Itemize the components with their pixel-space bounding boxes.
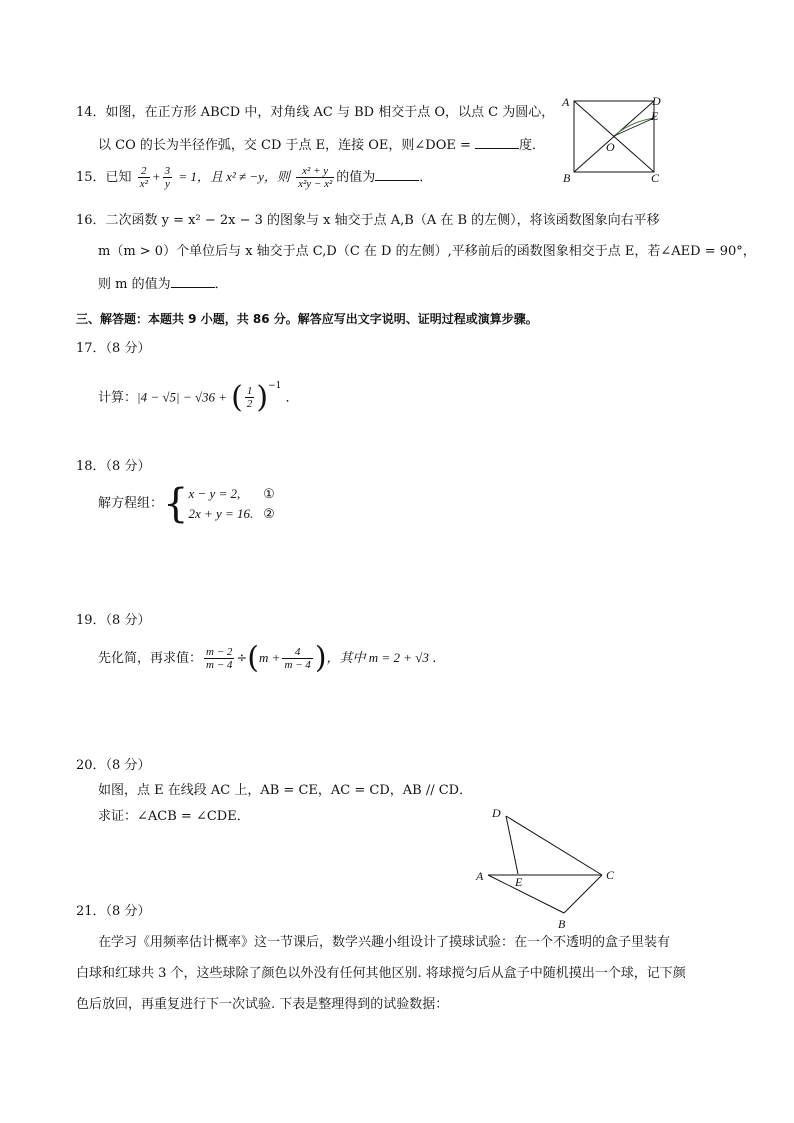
q20-number: 20．（8 分）	[76, 758, 151, 773]
q18-number: 18．（8 分）	[76, 459, 151, 474]
q19-number: 19．（8 分）	[76, 613, 151, 628]
q16-line2: m（m > 0）个单位后与 x 轴交于点 C,D（C 在 D 的左侧）,平移前后的函数图象相交于点 E，若∠AED = 90°，	[98, 244, 756, 259]
label-a: A	[476, 869, 484, 883]
section-3-heading: 三、解答题：本题共 9 小题，共 86 分。解答应写出文字说明、证明过程或演算步骤。	[76, 312, 538, 326]
q16-text-line1: 二次函数 y = x² − 2x − 3 的图象与 x 轴交于点 A,B（A 在 B 的左侧），将该函数图象向右平移	[105, 213, 660, 228]
q18-eq1-mark: ①	[263, 486, 275, 501]
q18-label: 解方程组：	[98, 496, 164, 511]
label-a: A	[562, 95, 570, 109]
label-e: E	[651, 109, 659, 123]
q15-frac-1: $\frac{2}{\text{x²}}$	[139, 165, 148, 190]
q15-number: 15．	[76, 170, 106, 185]
q19-frac-1: $\frac{m - 2}{m - 4}$	[206, 646, 233, 671]
q20-line2: 求证：∠ACB = ∠CDE．	[98, 809, 250, 824]
q15-frac-3: $\frac{\text{x² + y}}{\text{x²y − x²}}$	[298, 165, 333, 190]
label-o: O	[606, 140, 615, 154]
q21-line1: 在学习《用频率估计概率》这一节课后，数学兴趣小组设计了摸球试验：在一个不透明的盒子里装有	[98, 935, 671, 950]
q17-half: $\frac{1}{2}$	[246, 385, 253, 411]
label-d: D	[492, 806, 501, 820]
segment-de	[506, 816, 518, 874]
label-e: E	[515, 875, 523, 889]
q21-line3: 色后放回，再重复进行下一次试验. 下表是整理得到的试验数据：	[76, 997, 449, 1012]
q21-line2: 白球和红球共 3 个，这些球除了颜色以外没有任何其他区别. 将球搅匀后从盒子中随机摸出一个球，记下颜	[76, 966, 686, 981]
segment-ab	[488, 875, 564, 913]
label-c: C	[606, 868, 615, 882]
q17-expression: 计算：|4 − √5| − √36 + ( $\frac{1}{2}$ )$^{-1}$ ．	[98, 379, 299, 415]
q15-frac-2: $\frac{3}{y}$	[164, 165, 171, 190]
q17-expr: |4 − √5| − √36 +	[137, 389, 227, 405]
q19-expression: 先化简，再求值： $\frac{m - 2}{m - 4}$ ÷(m + $\frac{4}{m - 4}$ )，其中 m = 2 + √3 ．	[98, 640, 446, 676]
label-c: C	[651, 171, 660, 185]
q18-eq1: x − y = 2,	[188, 486, 241, 501]
label-b: B	[558, 917, 566, 931]
q19-frac-2: $\frac{4}{m - 4}$	[284, 646, 311, 671]
q20-line1: 如图，点 E 在线段 AC 上，AB = CE，AC = CD，AB // CD．	[98, 783, 473, 798]
q16-number: 16．	[76, 213, 106, 228]
q16-answer-blank	[171, 275, 215, 288]
q15-condition: = 1，且 x² ≠ −y，则	[178, 169, 290, 184]
q18-eq2: 2x + y = 16.	[188, 506, 254, 521]
segment-oe	[614, 118, 654, 136]
q15-pre: 已知	[105, 170, 132, 185]
q20-triangle-figure	[470, 800, 630, 935]
q18-system: 解方程组：{x − y = 2, ① 2x + y = 16. ②	[98, 481, 275, 527]
label-b: B	[563, 171, 571, 185]
q17-label: 计算：	[98, 390, 138, 406]
q17-number: 17．（8 分）	[76, 341, 151, 356]
q19-m-plus: m +	[259, 650, 281, 665]
q15-post: 的值为	[336, 170, 376, 185]
q16-line1	[76, 212, 660, 230]
q16-text-line3: 则 m 的值为	[98, 277, 171, 292]
q14-text-line1: 如图，在正方形 ABCD 中，对角线 AC 与 BD 相交于点 O，以点 C 为圆心，	[105, 105, 555, 120]
segment-dc	[506, 816, 602, 875]
q14-square-figure	[560, 92, 670, 188]
q15-answer-blank	[375, 168, 419, 181]
q18-equations	[188, 484, 274, 524]
q14-line2	[98, 136, 545, 155]
q14-unit: 度．	[519, 138, 546, 153]
q19-label: 先化简，再求值：	[98, 651, 203, 666]
q14-line1	[76, 104, 554, 122]
q21-number: 21．（8 分）	[76, 904, 151, 919]
q18-eq2-mark: ②	[263, 506, 275, 521]
q15-line: 15．已知 $\frac{2}{\text{x²}}$ + $\frac{3}{y}$ = 1，且 x² ≠ −y，则 $\frac{\text{x² + y}}{\text{x²y − x²}}$ 的值为 ．	[76, 165, 433, 190]
segment-bc	[564, 875, 602, 913]
label-d: D	[652, 94, 661, 108]
q16-line3: 则 m 的值为 ．	[98, 277, 228, 292]
q19-post: ，其中 m = 2 + √3 ．	[326, 650, 446, 665]
q14-number: 14．	[76, 105, 106, 120]
q17-exponent: −1	[268, 381, 282, 391]
q14-answer-blank	[475, 136, 519, 149]
q14-text-line2: 以 CO 的长为半径作弧，交 CD 于点 E，连接 OE，则∠DOE =	[98, 138, 471, 153]
